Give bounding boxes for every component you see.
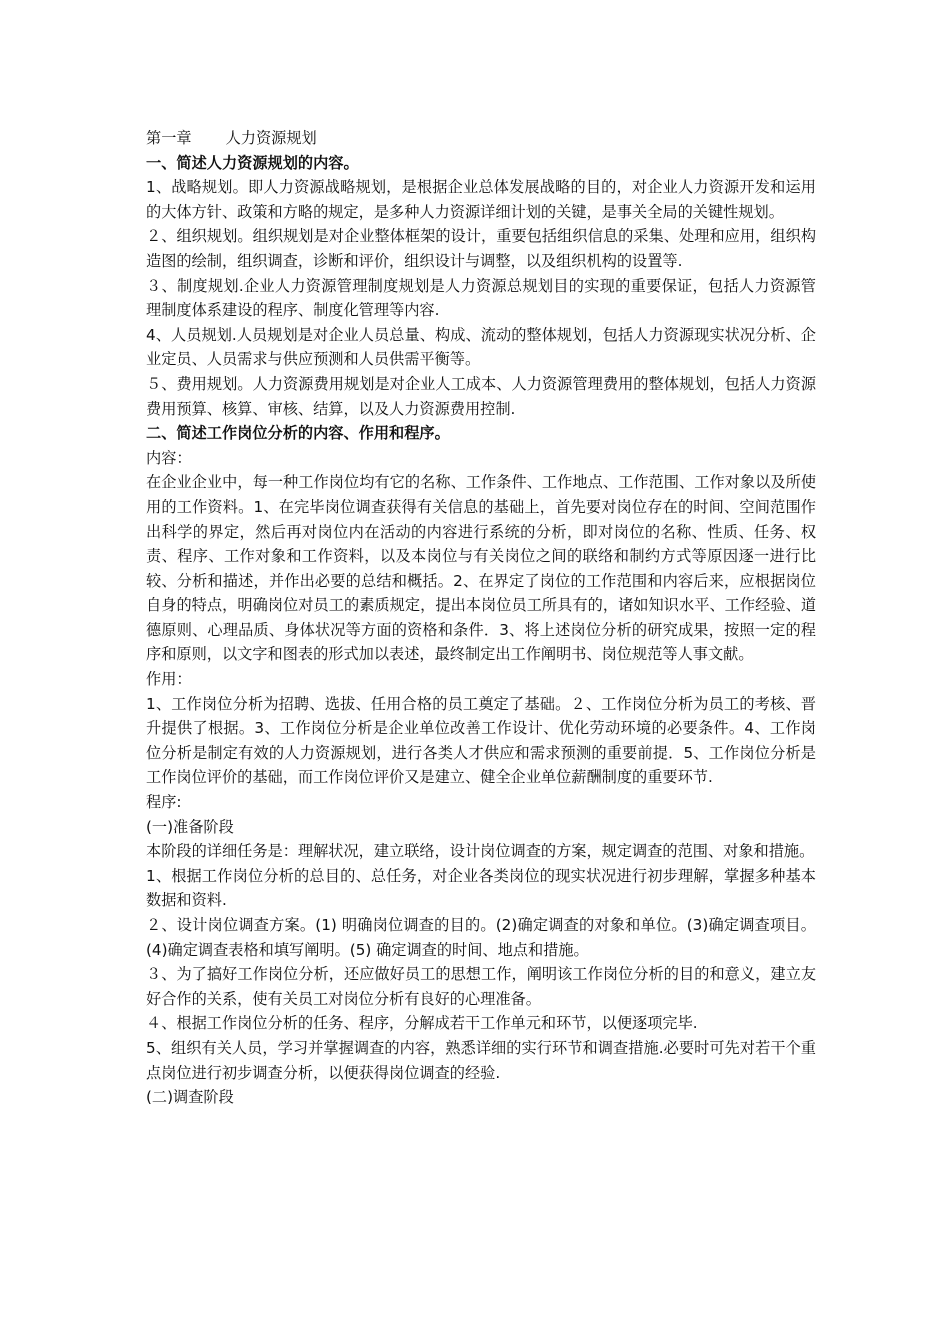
paragraph: ５、费用规划。人力资源费用规划是对企业人工成本、人力资源管理费用的整体规划，包括人力资源费用预算、核算、审核、结算，以及人力资源费用控制.	[146, 374, 816, 418]
chapter-heading	[146, 126, 816, 151]
section-heading: 二、简述工作岗位分析的内容、作用和程序。	[146, 424, 450, 443]
paragraph: ２、设计岗位调查方案。(1) 明确岗位调查的目的。(2)确定调查的对象和单位。(3)确定调查项目。(4)确定调查表格和填写阐明。(5) 确定调查的时间、地点和措施。	[146, 916, 816, 959]
paragraph: (一)准备阶段	[146, 817, 234, 836]
paragraph: 内容：	[146, 448, 192, 467]
chapter-title: 人力资源规划	[225, 129, 317, 147]
paragraph: 1、战略规划。即人力资源战略规划，是根据企业总体发展战略的目的，对企业人力资源开发和运用的大体方针、政策和方略的规定，是多种人力资源详细计划的关键，是事关全局的关键性规划。	[146, 178, 816, 221]
section-heading: 一、简述人力资源规划的内容。	[146, 153, 359, 172]
paragraph: 1、工作岗位分析为招聘、选拔、任用合格的员工奠定了基础。２、工作岗位分析为员工的考核、晋升提供了根据。3、工作岗位分析是企业单位改善工作设计、优化劳动环境的必要条件。4、工作岗位分析是制定有效的人力资源规划，进行各类人才供应和需求预测的重要前提．5、工作岗位分析是工作岗位评价的基础，而工作岗位评价又是建立、健全企业单位薪酬制度的重要环节.	[146, 694, 816, 787]
paragraph-list	[146, 151, 816, 1110]
paragraph: 本阶段的详细任务是：理解状况，建立联络，设计岗位调查的方案，规定调查的范围、对象和措施。	[146, 842, 815, 861]
paragraph: 4、人员规划.人员规划是对企业人员总量、构成、流动的整体规划，包括人力资源现实状况分析、企业定员、人员需求与供应预测和人员供需平衡等。	[146, 325, 816, 369]
paragraph: 1、根据工作岗位分析的总目的、总任务，对企业各类岗位的现实状况进行初步理解，掌握多种基本数据和资料.	[146, 866, 816, 910]
paragraph: ４、根据工作岗位分析的任务、程序，分解成若干工作单元和环节，以便逐项完毕.	[146, 1014, 698, 1033]
paragraph: 在企业企业中，每一种工作岗位均有它的名称、工作条件、工作地点、工作范围、工作对象以及所使用的工作资料。1、在完毕岗位调查获得有关信息的基础上，首先要对岗位存在的时间、空间范围作出科学的界定，然后再对岗位内在活动的内容进行系统的分析，即对岗位的名称、性质、任务、权责、程序、工作对象和工作资料，以及本岗位与有关岗位之间的联络和制约方式等原因逐一进行比较、分析和描述，并作出必要的总结和概括。2、在界定了岗位的工作范围和内容后来，应根据岗位自身的特点，明确岗位对员工的素质规定，提出本岗位员工所具有的，诸如知识水平、工作经验、道德原则、心理品质、身体状况等方面的资格和条件．3、将上述岗位分析的研究成果，按照一定的程序和原则，以文字和图表的形式加以表述，最终制定出工作阐明书、岗位规范等人事文献。	[146, 473, 816, 664]
paragraph: ３、为了搞好工作岗位分析，还应做好员工的思想工作，阐明该工作岗位分析的目的和意义，建立友好合作的关系，使有关员工对岗位分析有良好的心理准备。	[146, 965, 816, 1008]
paragraph: ２、组织规划。组织规划是对企业整体框架的设计，重要包括组织信息的采集、处理和应用，组织构造图的绘制，组织调查，诊断和评价，组织设计与调整，以及组织机构的设置等.	[146, 227, 816, 270]
paragraph: (二)调查阶段	[146, 1088, 234, 1107]
paragraph: 5、组织有关人员，学习并掌握调查的内容，熟悉详细的实行环节和调查措施.必要时可先对若干个重点岗位进行初步调查分析，以便获得岗位调查的经验.	[146, 1038, 816, 1082]
chapter-label: 第一章	[146, 129, 192, 147]
document-body	[146, 126, 816, 1110]
paragraph: 作用：	[146, 670, 192, 689]
paragraph: ３、制度规划.企业人力资源管理制度规划是人力资源总规划目的实现的重要保证，包括人力资源管理制度体系建设的程序、制度化管理等内容.	[146, 276, 816, 320]
paragraph: 程序:	[146, 793, 182, 812]
